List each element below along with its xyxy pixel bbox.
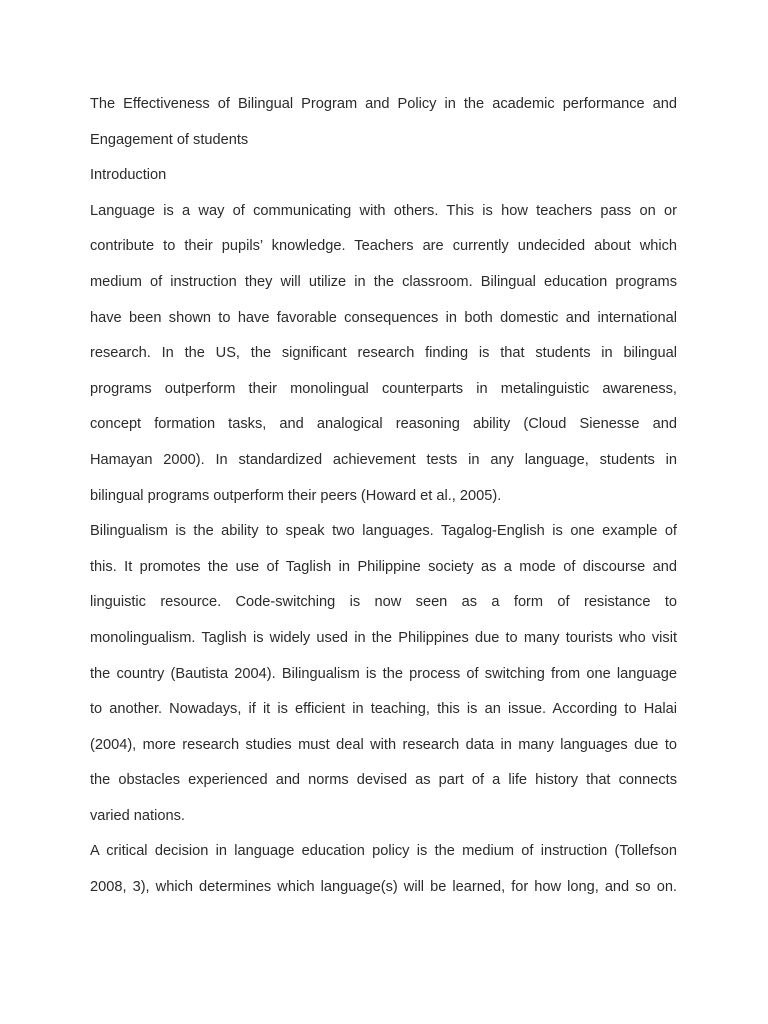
text-line: have been shown to have favorable consequences in both domestic and international bbox=[90, 309, 677, 326]
text-line: medium of instruction they will utilize in the classroom. Bilingual education programs bbox=[90, 273, 677, 290]
paragraph-1 bbox=[90, 194, 677, 514]
title-line: Engagement of students bbox=[90, 131, 249, 148]
text-line: bilingual programs outperform their peers (Howard et al., 2005). bbox=[90, 487, 502, 504]
document-title bbox=[90, 87, 677, 158]
text-line: concept formation tasks, and analogical reasoning ability (Cloud Sienesse and bbox=[90, 416, 677, 433]
text-line: programs outperform their monolingual counterparts in metalinguistic awareness, bbox=[90, 380, 677, 397]
text-line: (2004), more research studies must deal with research data in many languages due to bbox=[90, 736, 677, 753]
text-line: Hamayan 2000). In standardized achievement tests in any language, students in bbox=[90, 451, 677, 468]
paragraph-2 bbox=[90, 514, 677, 834]
text-line: the obstacles experienced and norms devised as part of a life history that connects bbox=[90, 772, 677, 789]
text-line: varied nations. bbox=[90, 807, 185, 824]
section-heading: Introduction bbox=[90, 167, 167, 184]
text-line: research. In the US, the significant research finding is that students in bilingual bbox=[90, 345, 677, 362]
text-line: the country (Bautista 2004). Bilingualism is the process of switching from one language bbox=[90, 665, 677, 682]
text-line: Bilingualism is the ability to speak two languages. Tagalog-English is one example of bbox=[90, 523, 677, 540]
text-line: this. It promotes the use of Taglish in Philippine society as a mode of discourse and bbox=[90, 558, 677, 575]
text-line: contribute to their pupils’ knowledge. Teachers are currently undecided about which bbox=[90, 238, 677, 255]
title-line: The Effectiveness of Bilingual Program and Policy in the academic performance and bbox=[90, 96, 677, 112]
text-line: Language is a way of communicating with others. This is how teachers pass on or bbox=[90, 202, 677, 219]
paragraph-3 bbox=[90, 834, 677, 905]
text-line: linguistic resource. Code-switching is now seen as a form of resistance to bbox=[90, 594, 677, 611]
text-line: 2008, 3), which determines which language(s) will be learned, for how long, and so on. bbox=[90, 879, 677, 896]
text-line: monolingualism. Taglish is widely used in the Philippines due to many tourists who visit bbox=[90, 629, 677, 646]
document-body bbox=[90, 87, 677, 906]
text-line: A critical decision in language education policy is the medium of instruction (Tollefson bbox=[90, 843, 677, 860]
text-line: to another. Nowadays, if it is efficient in teaching, this is an issue. According to Halai bbox=[90, 701, 677, 718]
